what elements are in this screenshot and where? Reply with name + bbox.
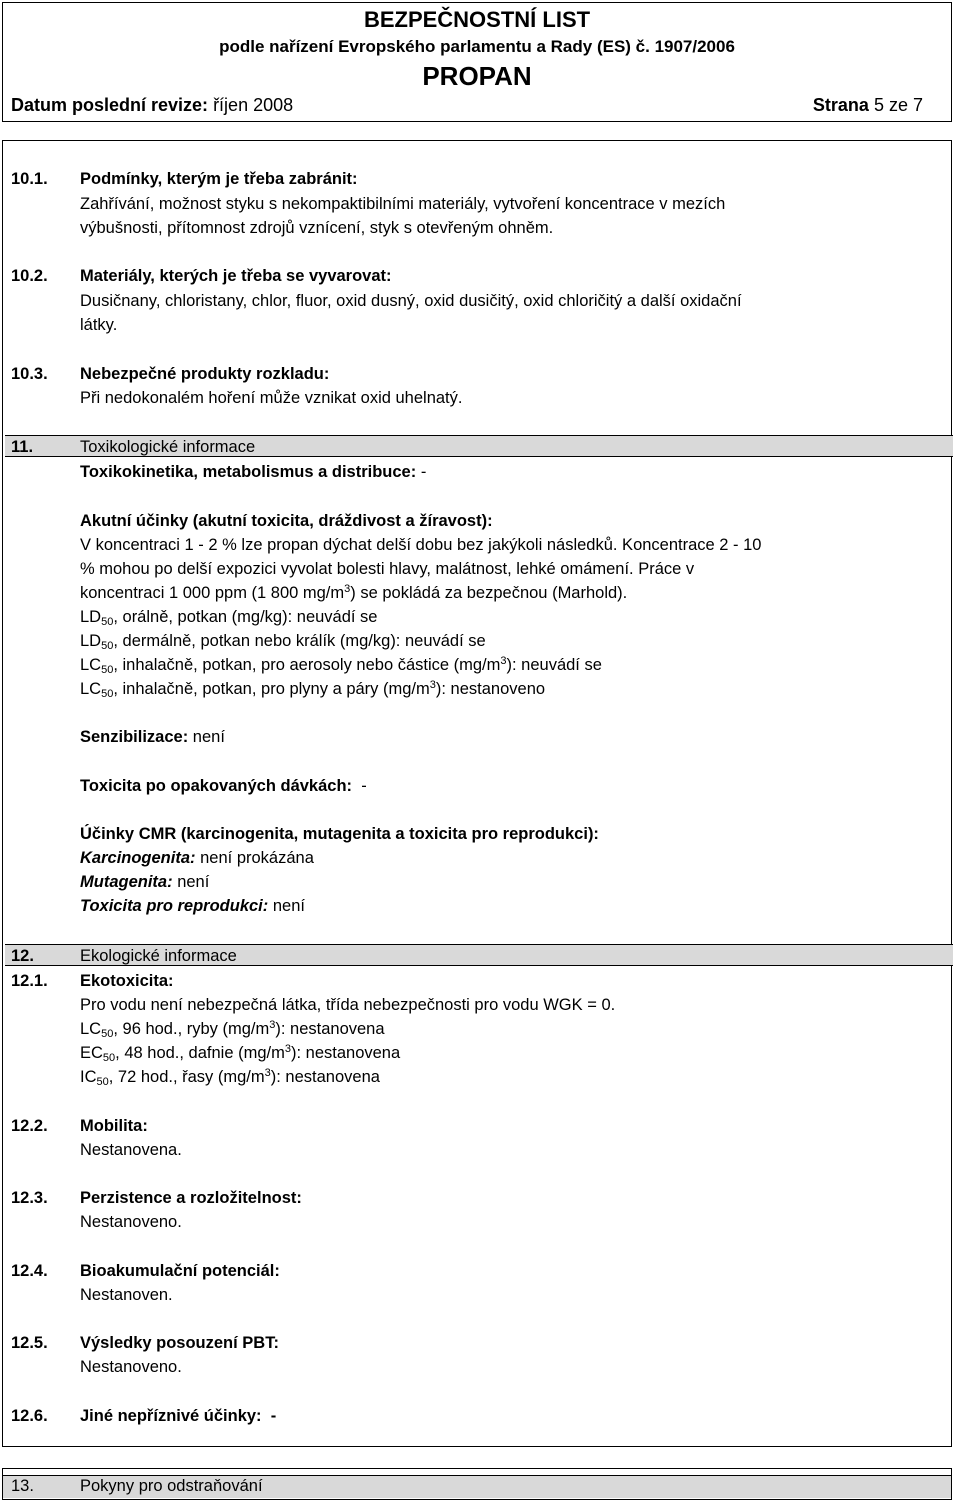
section-number: 12.	[11, 947, 34, 965]
section-title: Materiály, kterých je třeba se vyvarovat:	[80, 267, 392, 285]
paragraph-line: výbušnosti, přítomnost zdrojů vznícení, styk s otevřeným ohněm.	[80, 219, 554, 237]
paragraph-line: Nestanoveno.	[80, 1358, 182, 1376]
ecotox-value: $LC_{50}$, 96 hod., ryby $(mg/m^3)$: nestanovena	[80, 1019, 385, 1040]
toxicity-value: $LD_{50}$, dermálně, potkan nebo králík (mg/kg): neuvádí se	[80, 632, 486, 652]
mutagenita: Mutagenita: není	[80, 873, 210, 891]
next-section-box	[2, 1468, 952, 1500]
paragraph-line: Zahřívání, možnost styku s nekompaktibilními materiály, vytvoření koncentrace v mezích	[80, 195, 726, 213]
section-number: 12.5.	[11, 1334, 48, 1352]
ecotox-value: $IC_{50}$, 72 hod., řasy $(mg/m^3)$: nestanovena	[80, 1067, 380, 1088]
section-title: Výsledky posouzení PBT:	[80, 1334, 279, 1352]
section-title: Mobilita:	[80, 1117, 148, 1135]
section-number: 12.2.	[11, 1117, 48, 1135]
section-number: 10.1.	[11, 170, 48, 188]
document-header	[2, 2, 952, 122]
paragraph-line: Nestanoven.	[80, 1286, 173, 1304]
section-number: 12.6.	[11, 1407, 48, 1425]
paragraph-line: Pro vodu není nebezpečná látka, třída nebezpečnosti pro vodu WGK = 0.	[80, 996, 616, 1014]
content-frame	[2, 140, 952, 1447]
section-title: Podmínky, kterým je třeba zabránit:	[80, 170, 358, 188]
section-number: 13.	[11, 1477, 34, 1495]
paragraph-line: Nestanovena.	[80, 1141, 182, 1159]
paragraph-line: Při nedokonalém hoření může vznikat oxid uhelnatý.	[80, 389, 463, 407]
karcinogenita: Karcinogenita: není prokázána	[80, 849, 314, 867]
ecotox-value: $EC_{50}$, 48 hod., dafnie $(mg/m^3)$: nestanovena	[80, 1043, 401, 1064]
toxicita-reprodukce: Toxicita pro reprodukci: není	[80, 897, 305, 915]
subsection-title: Účinky CMR (karcinogenita, mutagenita a toxicita pro reprodukci):	[80, 825, 599, 843]
subsection-title: Akutní účinky (akutní toxicita, dráždivost a žíravost):	[80, 512, 493, 530]
paragraph-line: látky.	[80, 316, 118, 334]
section-heading: Pokyny pro odstraňování	[80, 1477, 263, 1495]
toxicity-value: $LD_{50}$, orálně, potkan (mg/kg): neuvádí se	[80, 608, 378, 628]
paragraph-line: % mohou po delší expozici vyvolat bolesti hlavy, malátnost, lehké omámení. Práce v	[80, 560, 695, 578]
page-number: Strana 5 ze 7	[812, 95, 923, 115]
section-number: 12.4.	[11, 1262, 48, 1280]
toxicity-value: $LC_{50}$, inhalačně, potkan, pro plyny a páry $(mg/m^3)$: nestanoveno	[80, 679, 546, 700]
senzibilizace: Senzibilizace: není	[80, 728, 225, 746]
document-title: BEZPEČNOSTNÍ LIST	[363, 7, 591, 32]
section-title: Ekotoxicita:	[80, 972, 174, 990]
paragraph-line: koncentraci 1 000 ppm (1 800 $mg/m^3$) se pokládá za bezpečnou (Marhold).	[80, 583, 628, 602]
product-name: PROPAN	[422, 61, 532, 91]
section-number: 12.3.	[11, 1189, 48, 1207]
toxicity-value: $LC_{50}$, inhalačně, potkan, pro aerosoly nebo částice $(mg/m^3)$: neuvádí se	[80, 655, 602, 676]
section-title: Bioakumulační potenciál:	[80, 1262, 280, 1280]
paragraph-line: Dusičnany, chloristany, chlor, fluor, oxid dusný, oxid dusičitý, oxid chloričitý a další oxidační	[80, 292, 742, 310]
section-title: Jiné nepříznivé účinky: -	[80, 1407, 277, 1425]
section-heading: Ekologické informace	[80, 947, 237, 965]
section-number: 11.	[11, 438, 34, 456]
section-title: Nebezpečné produkty rozkladu:	[80, 365, 330, 383]
toxikokinetika: Toxikokinetika, metabolismus a distribuce: -	[80, 463, 427, 481]
paragraph-line: V koncentraci 1 - 2 % lze propan dýchat delší dobu bez jakýkoli následků. Koncentrace 2 - 10	[80, 536, 762, 554]
opakovane-davky: Toxicita po opakovaných dávkách: -	[80, 777, 367, 795]
revision-date: Datum poslední revize: říjen 2008	[11, 95, 294, 115]
section-number: 12.1.	[11, 972, 48, 990]
regulation-line: podle nařízení Evropského parlamentu a Rady (ES) č. 1907/2006	[219, 37, 735, 56]
section-heading: Toxikologické informace	[80, 438, 256, 456]
section-title: Perzistence a rozložitelnost:	[80, 1189, 302, 1207]
section-number: 10.3.	[11, 365, 48, 383]
paragraph-line: Nestanoveno.	[80, 1213, 182, 1231]
section-number: 10.2.	[11, 267, 48, 285]
